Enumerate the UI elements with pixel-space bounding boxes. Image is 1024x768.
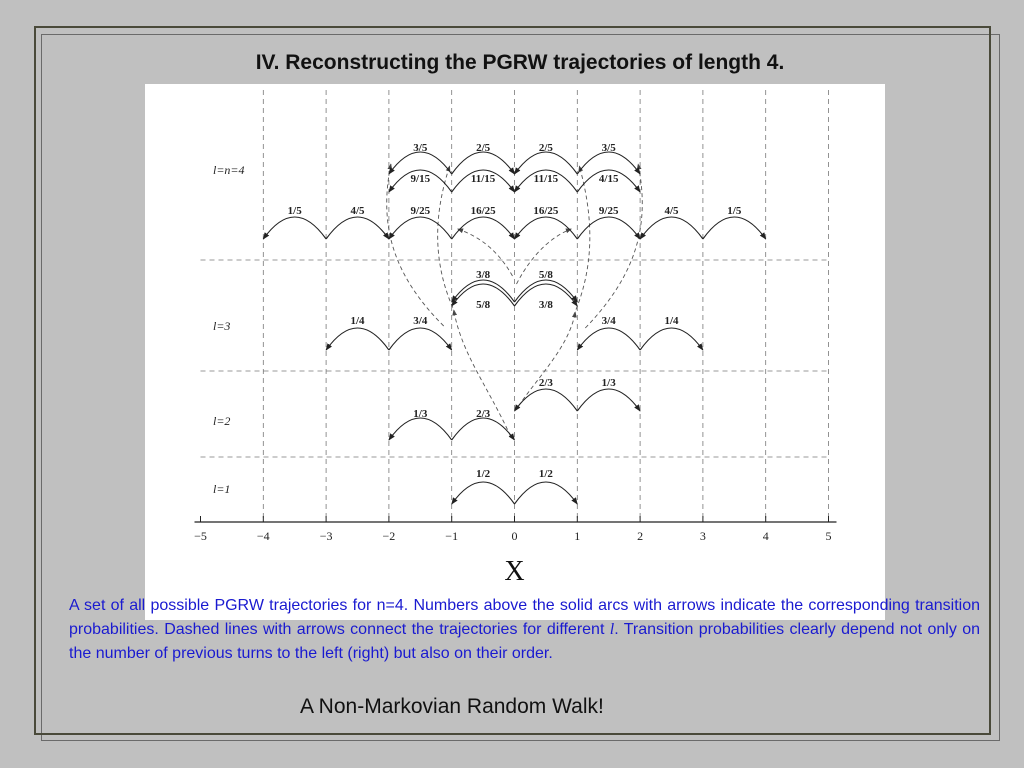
- transition-arc: [515, 152, 578, 174]
- transition-arc: [452, 482, 515, 504]
- transition-arc: [640, 217, 703, 239]
- transition-probability: 2/5: [476, 142, 491, 154]
- x-tick-label: −4: [256, 529, 270, 543]
- transition-probability: 1/5: [727, 205, 742, 217]
- transition-probability: 1/3: [413, 408, 428, 420]
- x-tick-label: 0: [511, 529, 518, 543]
- dashed-connector: [387, 164, 444, 326]
- transition-arc: [515, 389, 578, 411]
- transition-probability: 3/8: [538, 299, 553, 311]
- transition-arc: [640, 328, 703, 350]
- x-tick-label: 4: [762, 529, 769, 543]
- transition-probability: 3/8: [476, 269, 491, 281]
- transition-arc: [703, 217, 766, 239]
- caption-text-1: A set of all possible PGRW trajectories for n=4. Numbers above the solid arcs with arrows indicate the corresponding transition probabilities. Dashed lines with arrows connect the trajectories for different: [69, 597, 980, 638]
- transition-probability: 5/8: [476, 299, 491, 311]
- transition-arc: [389, 152, 452, 174]
- transition-probability: 11/15: [533, 173, 559, 185]
- transition-arc: [389, 328, 452, 350]
- x-tick-label: 2: [637, 529, 644, 543]
- arc-layer: [263, 142, 765, 504]
- x-tick-label: −5: [194, 529, 207, 543]
- x-tick-label: 3: [699, 529, 706, 543]
- transition-probability: 4/15: [598, 173, 619, 185]
- transition-probability: 1/4: [664, 315, 679, 327]
- transition-probability: 9/25: [598, 205, 619, 217]
- x-tick-label: −3: [319, 529, 333, 543]
- transition-probability: 9/15: [410, 173, 431, 185]
- transition-probability: 11/15: [470, 173, 496, 185]
- transition-arc: [452, 217, 515, 239]
- transition-arc: [452, 418, 515, 440]
- transition-probability: 4/5: [664, 205, 679, 217]
- level-label: l=n=4: [213, 163, 245, 177]
- slide-title: IV. Reconstructing the PGRW trajectories of length 4.: [255, 51, 785, 74]
- transition-arc: [389, 418, 452, 440]
- transition-arc: [515, 482, 578, 504]
- x-axis: [194, 516, 836, 587]
- transition-arc: [577, 217, 640, 239]
- transition-probability: 1/2: [476, 468, 491, 480]
- transition-arc: [389, 217, 452, 239]
- transition-probability: 1/5: [287, 205, 302, 217]
- figure-caption: [69, 594, 980, 666]
- transition-arc: [326, 328, 389, 350]
- trajectory-diagram: [145, 84, 885, 620]
- level-label: l=1: [213, 482, 231, 496]
- transition-arc: [577, 328, 640, 350]
- transition-probability: 16/25: [470, 205, 496, 217]
- transition-probability: 4/5: [350, 205, 365, 217]
- transition-probability: 2/3: [538, 377, 553, 389]
- dashed-connector: [573, 166, 590, 316]
- x-tick-label: 1: [574, 529, 581, 543]
- transition-probability: 5/8: [538, 269, 553, 281]
- transition-arc: [326, 217, 389, 239]
- transition-probability: 1/4: [350, 315, 365, 327]
- transition-probability: 3/4: [601, 315, 616, 327]
- x-tick-label: 5: [825, 529, 832, 543]
- caption-text-2: . Transition probabilities clearly depend not only on the number of previous turns to the left (right) but also on their order.: [69, 621, 981, 662]
- transition-arc: [577, 152, 640, 174]
- transition-probability: 16/25: [533, 205, 559, 217]
- transition-probability: 1/2: [538, 468, 553, 480]
- transition-probability: 3/4: [413, 315, 428, 327]
- level-label: l=3: [213, 319, 231, 333]
- x-axis-label: X: [504, 556, 525, 587]
- transition-arc: [577, 389, 640, 411]
- grid-layer: [201, 90, 829, 520]
- transition-arc: [263, 217, 326, 239]
- x-tick-label: −1: [445, 529, 459, 543]
- transition-probability: 2/3: [476, 408, 491, 420]
- dashed-connector: [585, 164, 642, 328]
- dashed-connector: [519, 312, 576, 406]
- level-label: l=2: [213, 414, 231, 428]
- transition-probability: 1/3: [601, 377, 616, 389]
- transition-arc: [452, 152, 515, 174]
- transition-probability: 3/5: [601, 142, 616, 154]
- transition-probability: 2/5: [538, 142, 553, 154]
- transition-probability: 9/25: [410, 205, 431, 217]
- slide-subtitle: A Non-Markovian Random Walk!: [300, 695, 604, 718]
- diagram-panel: [145, 84, 885, 620]
- caption-italic-l: l: [609, 621, 615, 638]
- x-tick-label: −2: [382, 529, 396, 543]
- dashed-connector: [438, 166, 456, 314]
- transition-probability: 3/5: [413, 142, 428, 154]
- transition-arc: [515, 217, 578, 239]
